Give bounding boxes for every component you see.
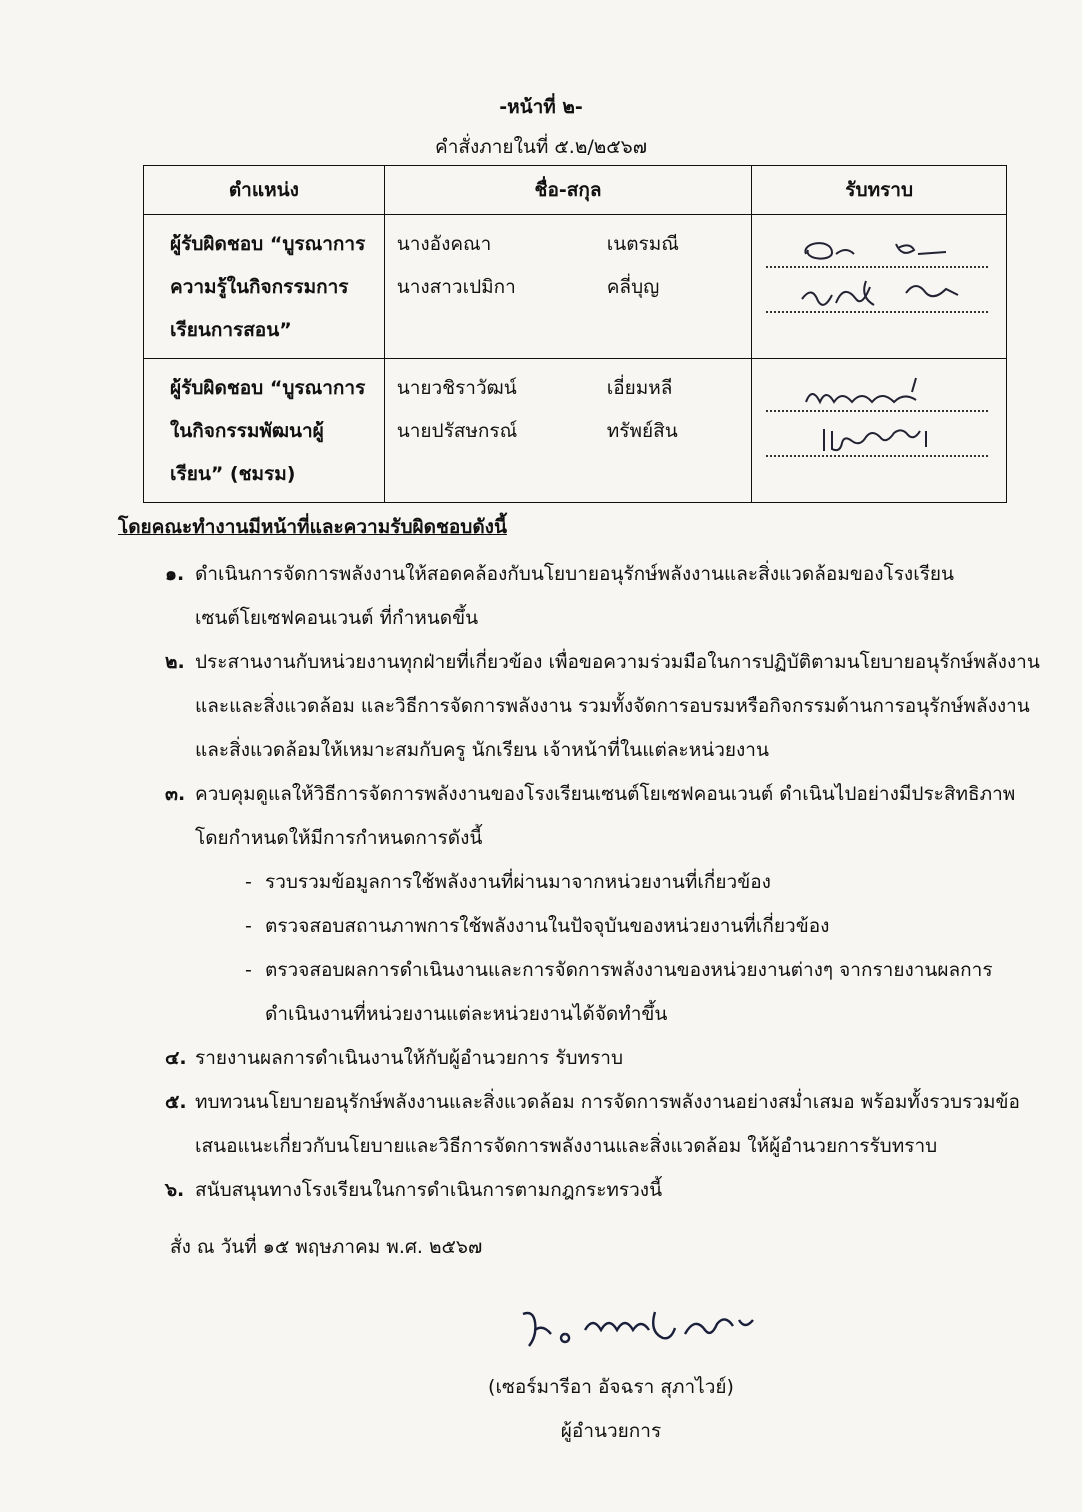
- member-first-name: นายปรัสษกรณ์: [396, 420, 518, 442]
- signer-name: (เซอร์มารีอา อัจฉรา สุภาไวย์): [488, 1376, 734, 1398]
- list-item: [165, 552, 1045, 640]
- table-row: [144, 359, 1007, 503]
- handwritten-signature-icon: [796, 273, 966, 313]
- acknowledge-cell: [752, 359, 1007, 503]
- member-first-name: นางสาวเปมิกา: [396, 276, 516, 298]
- sub-item-text: รวบรวมข้อมูลการใช้พลังงานที่ผ่านมาจากหน่วยงานที่เกี่ยวข้อง: [265, 871, 771, 893]
- signature-line: [766, 283, 988, 313]
- column-header-acknowledge: รับทราบ: [752, 166, 1007, 215]
- item-text: ดำเนินการจัดการพลังงานให้สอดคล้องกับนโยบายอนุรักษ์พลังงานและสิ่งแวดล้อมของโรงเรียนเซนต์โยเซฟคอนเวนต์ ที่กำหนดขึ้น: [195, 563, 955, 629]
- member-last-name: เนตรมณี: [606, 233, 679, 255]
- signature-line: [766, 238, 988, 268]
- member-last-name: ทรัพย์สิน: [606, 420, 678, 442]
- table-header-row: [144, 166, 1007, 215]
- item-text: รายงานผลการดำเนินงานให้กับผู้อำนวยการ รับทราบ: [195, 1047, 624, 1069]
- item-number: ๒.: [165, 651, 185, 673]
- position-cell: ผู้รับผิดชอบ “บูรณาการความรู้ในกิจกรรมการเรียนการสอน”: [144, 215, 385, 359]
- member-row: [397, 410, 752, 453]
- item-text: ประสานงานกับหน่วยงานทุกฝ่ายที่เกี่ยวข้อง เพื่อขอความร่วมมือในการปฏิบัติตามนโยบายอนุรักษ์พลังงานและและสิ่งแวดล้อม และวิธีการจัดการพลังงาน รวมทั้งจัดการอบรมหรือกิจกรรมด้านการอนุรักษ์พลังงานและสิ่งแวดล้อมให้เหมาะสมกับครู นักเรียน เจ้าหน้าที่ในแต่ละหน่วยงาน: [195, 651, 1040, 761]
- position-cell: ผู้รับผิดชอบ “บูรณาการในกิจกรรมพัฒนาผู้เรียน” (ชมรม): [144, 359, 385, 503]
- duties-heading: โดยคณะทำงานมีหน้าที่และความรับผิดชอบดังนี้: [118, 516, 507, 538]
- sub-item-text: ตรวจสอบผลการดำเนินงานและการจัดการพลังงานของหน่วยงานต่างๆ จากรายงานผลการดำเนินงานที่หน่วยงานแต่ละหน่วยงานได้จัดทำขึ้น: [265, 959, 993, 1025]
- sub-item: - ตรวจสอบสถานภาพการใช้พลังงานในปัจจุบันของหน่วยงานที่เกี่ยวข้อง: [245, 904, 1045, 948]
- item-number: ๕.: [165, 1091, 187, 1113]
- column-header-position: ตำแหน่ง: [144, 166, 385, 215]
- member-last-name: เอี่ยมหลี: [606, 377, 673, 399]
- duties-list: [165, 552, 1045, 1212]
- table-row: [144, 215, 1007, 359]
- sub-item: - รวบรวมข้อมูลการใช้พลังงานที่ผ่านมาจากหน่วยงานที่เกี่ยวข้อง: [245, 860, 1045, 904]
- handwritten-signature-icon: [796, 234, 946, 268]
- list-item: [165, 772, 1045, 860]
- item-number: ๓.: [165, 783, 186, 805]
- member-last-name: คลี่บุญ: [606, 276, 660, 298]
- acknowledge-cell: [752, 215, 1007, 359]
- member-first-name: นายวชิราวัฒน์: [396, 377, 517, 399]
- item-number: ๔.: [165, 1047, 187, 1069]
- list-item: [165, 1080, 1045, 1168]
- item-number: ๖.: [165, 1179, 185, 1201]
- item-text: ทบทวนนโยบายอนุรักษ์พลังงานและสิ่งแวดล้อม การจัดการพลังงานอย่างสม่ำเสมอ พร้อมทั้งรวบรวมข้อเสนอแนะเกี่ยวกับนโยบายและวิธีการจัดการพลังงานและสิ่งแวดล้อม ให้ผู้อำนวยการรับทราบ: [195, 1091, 1020, 1157]
- member-row: [397, 266, 752, 309]
- handwritten-signature-icon: [796, 372, 966, 412]
- director-signature-icon: [515, 1300, 775, 1360]
- signature-line: [766, 427, 988, 457]
- list-item: [165, 1168, 1045, 1212]
- member-first-name: นางอังคณา: [396, 233, 492, 255]
- member-row: [397, 367, 752, 410]
- item-text: สนับสนุนทางโรงเรียนในการดำเนินการตามกฎกระทรวงนี้: [195, 1179, 663, 1201]
- member-row: [397, 223, 752, 266]
- list-item: [165, 640, 1045, 772]
- names-cell: [384, 359, 752, 503]
- column-header-name: ชื่อ-สกุล: [384, 166, 752, 215]
- signer-title: ผู้อำนวยการ: [560, 1420, 662, 1442]
- order-date: สั่ง ณ วันที่ ๑๕ พฤษภาคม พ.ศ. ๒๕๖๗: [170, 1236, 483, 1258]
- page-number: -หน้าที่ ๒-: [499, 96, 583, 118]
- names-cell: [384, 215, 752, 359]
- sub-item: - ตรวจสอบผลการดำเนินงานและการจัดการพลังงานของหน่วยงานต่างๆ จากรายงานผลการดำเนินงานที่หน่วยงานแต่ละหน่วยงานได้จัดทำขึ้น: [245, 948, 1045, 1036]
- list-item: [165, 1036, 1045, 1080]
- sub-item-text: ตรวจสอบสถานภาพการใช้พลังงานในปัจจุบันของหน่วยงานที่เกี่ยวข้อง: [265, 915, 830, 937]
- responsibility-table: [143, 165, 1007, 503]
- signature-line: [766, 382, 988, 412]
- order-number: คำสั่งภายในที่ ๕.๒/๒๕๖๗: [434, 136, 647, 158]
- item-text: ควบคุมดูแลให้วิธีการจัดการพลังงานของโรงเรียนเซนต์โยเซฟคอนเวนต์ ดำเนินไปอย่างมีประสิทธิภาพโดยกำหนดให้มีการกำหนดการดังนี้: [195, 783, 1016, 849]
- item-number: ๑.: [165, 563, 185, 585]
- handwritten-signature-icon: [796, 417, 966, 457]
